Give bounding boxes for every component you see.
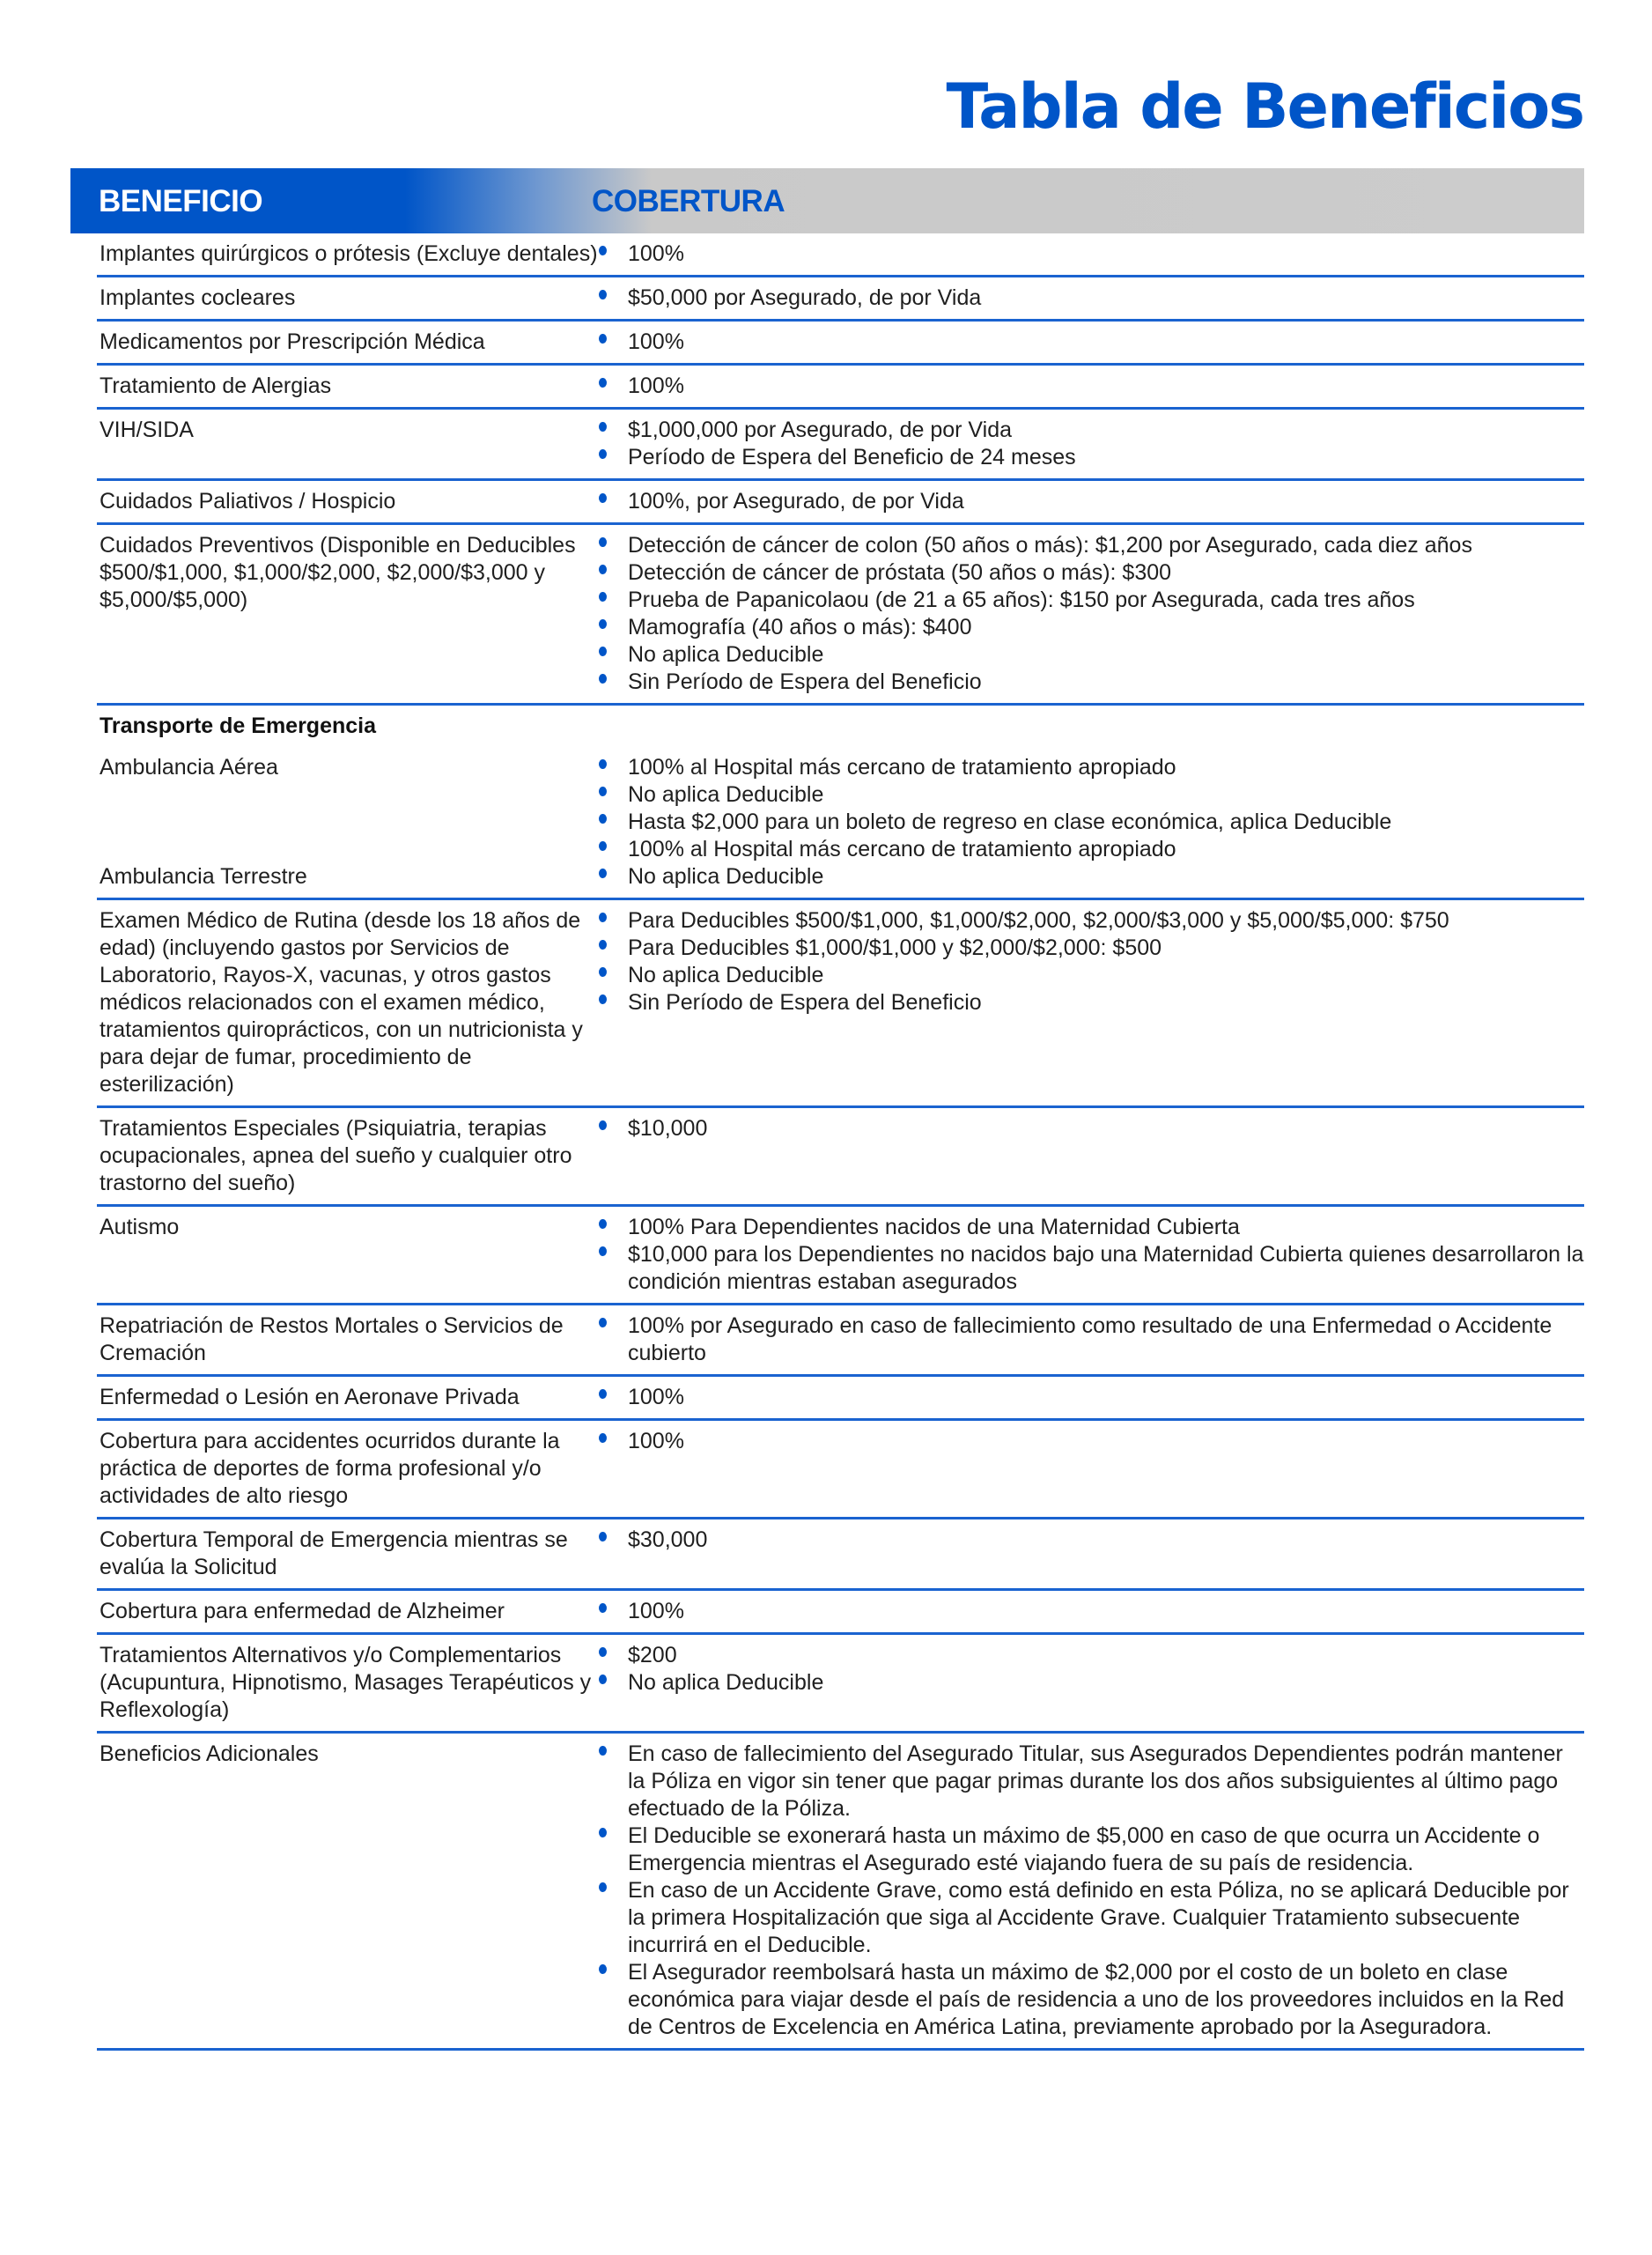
benefits-table — [70, 168, 1584, 2051]
table-row — [97, 1519, 1584, 1591]
table-row — [97, 277, 1584, 322]
bullet-icon — [599, 537, 607, 547]
table-row — [97, 1421, 1584, 1519]
bullet-icon — [599, 967, 607, 977]
coverage-cell — [599, 1428, 1584, 1510]
bullet-icon — [599, 619, 607, 629]
benefit-cell: Cobertura para accidentes ocurridos durante la práctica de deportes de forma profesional y/o actividades de alto riesgo — [100, 1429, 560, 1508]
coverage-cell — [599, 1115, 1584, 1197]
bullet-icon — [599, 592, 607, 602]
table-row — [97, 1207, 1584, 1305]
benefit-cell: Examen Médico de Rutina (desde los 18 años de edad) (incluyendo gastos por Servicios de Laboratorio, Rayos-X, vacunas, y otros gastos médicos relacionados con el examen médico, tratamientos quiroprácticos, con un nutricionista y para dejar de fumar, procedimiento de esterilización) — [100, 908, 583, 1097]
bullet-icon — [599, 1246, 607, 1256]
coverage-cell — [599, 1527, 1584, 1581]
coverage-item: 100% por Asegurado en caso de fallecimiento como resultado de una Enfermedad o Accidente cubierto — [599, 1312, 1584, 1367]
coverage-item: 100% al Hospital más cercano de tratamiento apropiado — [599, 754, 1584, 781]
coverage-cell — [599, 240, 1584, 268]
bullet-icon — [599, 1828, 607, 1837]
bullet-icon — [599, 940, 607, 950]
coverage-item: No aplica Deducible — [599, 863, 1584, 891]
bullet-icon — [599, 1318, 607, 1327]
coverage-item: $50,000 por Asegurado, de por Vida — [599, 285, 1584, 312]
bullet-icon — [599, 1532, 607, 1542]
benefit-cell: Cuidados Paliativos / Hospicio — [100, 489, 396, 514]
coverage-cell — [599, 1384, 1584, 1411]
coverage-item: En caso de fallecimiento del Asegurado Titular, sus Asegurados Dependientes podrán mantener la Póliza en vigor sin tener que pagar primas durante los dos años subsiguientes al último pago efectuado de la Póliza. — [599, 1741, 1584, 1822]
benefit-cell: Tratamiento de Alergias — [100, 373, 332, 398]
bullet-icon — [599, 493, 607, 503]
transport-labels — [97, 754, 599, 891]
table-row — [97, 1591, 1584, 1635]
table-row — [97, 481, 1584, 525]
benefit-cell: VIH/SIDA — [100, 418, 194, 442]
benefit-cell: Cobertura para enfermedad de Alzheimer — [100, 1599, 505, 1623]
benefit-cell: Beneficios Adicionales — [100, 1741, 319, 1766]
coverage-cell — [599, 488, 1584, 515]
bullet-icon — [599, 422, 607, 432]
coverage-item: $10,000 para los Dependientes no nacidos bajo una Maternidad Cubierta quienes desarrollaron la condición mientras estaban asegurados — [599, 1241, 1584, 1296]
table-row — [97, 1108, 1584, 1207]
coverage-item: Mamografía (40 años o más): $400 — [599, 614, 1584, 641]
bullet-icon — [599, 378, 607, 388]
table-row-transport — [97, 706, 1584, 900]
bullet-icon — [599, 994, 607, 1004]
coverage-item: En caso de un Accidente Grave, como está definido en esta Póliza, no se aplicará Deducible por la primera Hospitalización que siga al Accidente Grave. Cualquier Tratamiento subsecuente incurrirá en el Deducible. — [599, 1877, 1584, 1959]
table-row — [97, 900, 1584, 1108]
benefit-cell: Tratamientos Especiales (Psiquiatria, terapias ocupacionales, apnea del sueño y cualquier otro trastorno del sueño) — [100, 1116, 572, 1195]
coverage-item: Sin Período de Espera del Beneficio — [599, 989, 1584, 1017]
coverage-item: 100%, por Asegurado, de por Vida — [599, 488, 1584, 515]
table-row — [97, 366, 1584, 410]
bullet-icon — [599, 841, 607, 851]
coverage-item: No aplica Deducible — [599, 1669, 1584, 1697]
table-row — [97, 1635, 1584, 1734]
benefit-cell: Cuidados Preventivos (Disponible en Deducibles $500/$1,000, $1,000/$2,000, $2,000/$3,000 y $5,000/$5,000) — [100, 533, 576, 612]
benefit-cell: Medicamentos por Prescripción Médica — [100, 329, 485, 354]
bullet-icon — [599, 1746, 607, 1756]
coverage-item: Sin Período de Espera del Beneficio — [599, 669, 1584, 696]
bullet-icon — [599, 1964, 607, 1974]
table-row — [97, 410, 1584, 481]
coverage-item: Para Deducibles $500/$1,000, $1,000/$2,000, $2,000/$3,000 y $5,000/$5,000: $750 — [599, 907, 1584, 935]
table-row — [97, 1734, 1584, 2051]
benefit-cell: Cobertura Temporal de Emergencia mientras se evalúa la Solicitud — [100, 1527, 568, 1579]
coverage-item: $200 — [599, 1642, 1584, 1669]
table-row — [97, 233, 1584, 277]
benefit-cell: Tratamientos Alternativos y/o Complementarios (Acupuntura, Hipnotismo, Masages Terapéuticos y Reflexología) — [100, 1643, 592, 1722]
section-title-transport: Transporte de Emergencia — [100, 713, 377, 738]
coverage-cell — [599, 1741, 1584, 2041]
coverage-item: 100% — [599, 1428, 1584, 1455]
benefit-cell: Repatriación de Restos Mortales o Servicios de Cremación — [100, 1313, 564, 1365]
coverage-cell — [599, 329, 1584, 356]
coverage-item: 100% al Hospital más cercano de tratamiento apropiado — [599, 836, 1584, 863]
bullet-icon — [599, 647, 607, 656]
table-row — [97, 322, 1584, 366]
coverage-item: $30,000 — [599, 1527, 1584, 1554]
coverage-item: 100% Para Dependientes nacidos de una Maternidad Cubierta — [599, 1214, 1584, 1241]
column-header-benefit: BENEFICIO — [99, 184, 263, 218]
coverage-item: 100% — [599, 240, 1584, 268]
coverage-item: No aplica Deducible — [599, 962, 1584, 989]
bullet-icon — [599, 246, 607, 255]
bullet-icon — [599, 1120, 607, 1130]
coverage-cell — [599, 1312, 1584, 1367]
table-row — [97, 525, 1584, 706]
benefit-cell: Enfermedad o Lesión en Aeronave Privada — [100, 1385, 520, 1409]
benefit-cell: Implantes cocleares — [100, 285, 296, 310]
bullet-icon — [599, 1675, 607, 1684]
benefit-cell: Autismo — [100, 1215, 180, 1239]
coverage-item: No aplica Deducible — [599, 781, 1584, 809]
coverage-cell — [599, 1598, 1584, 1625]
bullet-icon — [599, 759, 607, 769]
coverage-item: El Asegurador reembolsará hasta un máximo de $2,000 por el costo de un boleto en clase económica para viajar desde el país de residencia a uno de los proveedores incluidos en la Red de Centros de Excelencia en América Latina, previamente aprobado por la Aseguradora. — [599, 1959, 1584, 2041]
coverage-item: $10,000 — [599, 1115, 1584, 1142]
coverage-item: $1,000,000 por Asegurado, de por Vida — [599, 417, 1584, 444]
coverage-item: Período de Espera del Beneficio de 24 meses — [599, 444, 1584, 471]
table-row — [97, 1305, 1584, 1377]
coverage-cell — [599, 1642, 1584, 1724]
bullet-icon — [599, 1389, 607, 1399]
coverage-item: 100% — [599, 373, 1584, 400]
bullet-icon — [599, 565, 607, 574]
bullet-icon — [599, 869, 607, 878]
label-ground-ambulance: Ambulancia Terrestre — [100, 864, 307, 889]
coverage-item: Para Deducibles $1,000/$1,000 y $2,000/$2,000: $500 — [599, 935, 1584, 962]
coverage-item: 100% — [599, 329, 1584, 356]
coverage-cell — [599, 907, 1584, 1098]
coverage-item: 100% — [599, 1598, 1584, 1625]
coverage-cell — [599, 1214, 1584, 1296]
coverage-cell — [599, 417, 1584, 471]
coverage-item: Hasta $2,000 para un boleto de regreso en clase económica, aplica Deducible — [599, 809, 1584, 836]
bullet-icon — [599, 334, 607, 344]
coverage-cell — [599, 532, 1584, 696]
bullet-icon — [599, 449, 607, 459]
coverage-cell — [599, 285, 1584, 312]
transport-coverage — [599, 754, 1584, 891]
coverage-item: Detección de cáncer de próstata (50 años o más): $300 — [599, 559, 1584, 587]
coverage-item: No aplica Deducible — [599, 641, 1584, 669]
coverage-item: El Deducible se exonerará hasta un máximo de $5,000 en caso de que ocurra un Accidente o Emergencia mientras el Asegurado esté viajando fuera de su país de residencia. — [599, 1822, 1584, 1877]
bullet-icon — [599, 814, 607, 824]
bullet-icon — [599, 674, 607, 684]
coverage-item: Detección de cáncer de colon (50 años o más): $1,200 por Asegurado, cada diez años — [599, 532, 1584, 559]
table-header — [70, 168, 1584, 233]
bullet-icon — [599, 787, 607, 796]
coverage-item: Prueba de Papanicolaou (de 21 a 65 años): $150 por Asegurada, cada tres años — [599, 587, 1584, 614]
benefit-cell: Implantes quirúrgicos o prótesis (Excluye dentales) — [100, 241, 598, 266]
table-body — [97, 233, 1584, 2051]
bullet-icon — [599, 1882, 607, 1892]
bullet-icon — [599, 1219, 607, 1229]
bullet-icon — [599, 1433, 607, 1443]
coverage-item: 100% — [599, 1384, 1584, 1411]
bullet-icon — [599, 290, 607, 299]
bullet-icon — [599, 1603, 607, 1613]
page-title: Tabla de Beneficios — [946, 70, 1583, 143]
bullet-icon — [599, 913, 607, 922]
column-header-coverage: COBERTURA — [592, 184, 785, 218]
label-air-ambulance: Ambulancia Aérea — [100, 755, 278, 780]
bullet-icon — [599, 1647, 607, 1657]
table-row — [97, 1377, 1584, 1421]
coverage-cell — [599, 373, 1584, 400]
